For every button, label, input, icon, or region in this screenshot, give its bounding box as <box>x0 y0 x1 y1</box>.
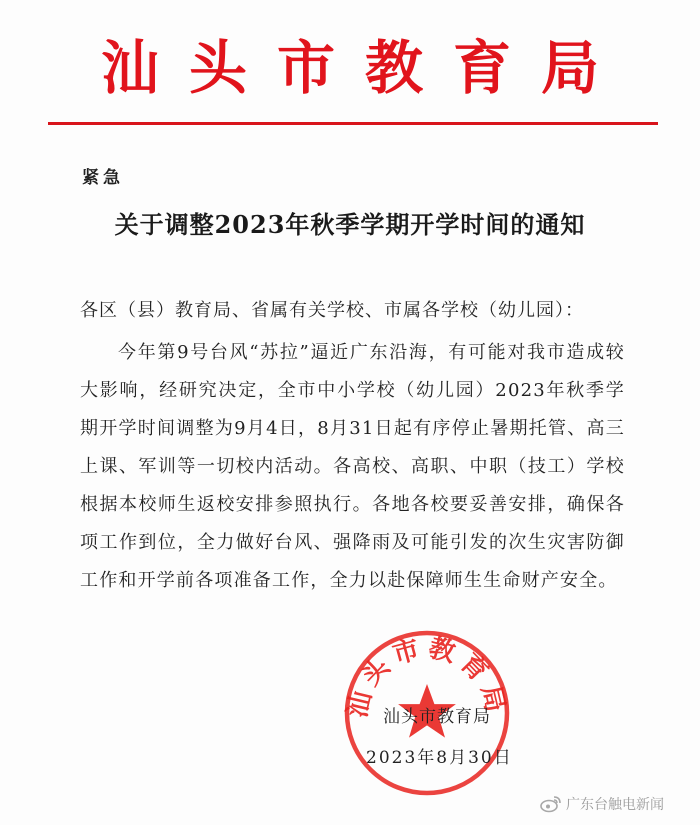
weibo-icon <box>540 795 562 813</box>
seal-text: 汕头市教育局 <box>342 632 512 721</box>
org-header-title: 汕头市教育局 <box>100 34 629 102</box>
watermark-text: 广东台触电新闻 <box>566 797 664 813</box>
source-watermark <box>540 792 664 816</box>
urgency-label: 紧急 <box>82 168 124 188</box>
signature-organization: 汕头市教育局 <box>383 707 491 727</box>
header-divider <box>48 122 658 125</box>
body-paragraph: 今年第9号台风“苏拉”逼近广东沿海，有可能对我市造成较大影响，经研究决定，全市中小学校（幼儿园）2023年秋季学期开学时间调整为9月4日，8月31日起有序停止暑期托管、高三上课、军训等一切校内活动。各高校、高职、中职（技工）学校根据本校师生返校安排参照执行。各地各校要妥善安排，确保各项工作到位，全力做好台风、强降雨及可能引发的次生灾害防御工作和开学前各项准备工作，全力以赴保障师生生命财产安全。 <box>80 342 625 591</box>
document-title: 关于调整2023年秋季学期开学时间的通知 <box>114 210 586 239</box>
signature-date: 2023年8月30日 <box>366 748 513 768</box>
salutation: 各区（县）教育局、省属有关学校、市属各学校（幼儿园）： <box>80 300 584 321</box>
